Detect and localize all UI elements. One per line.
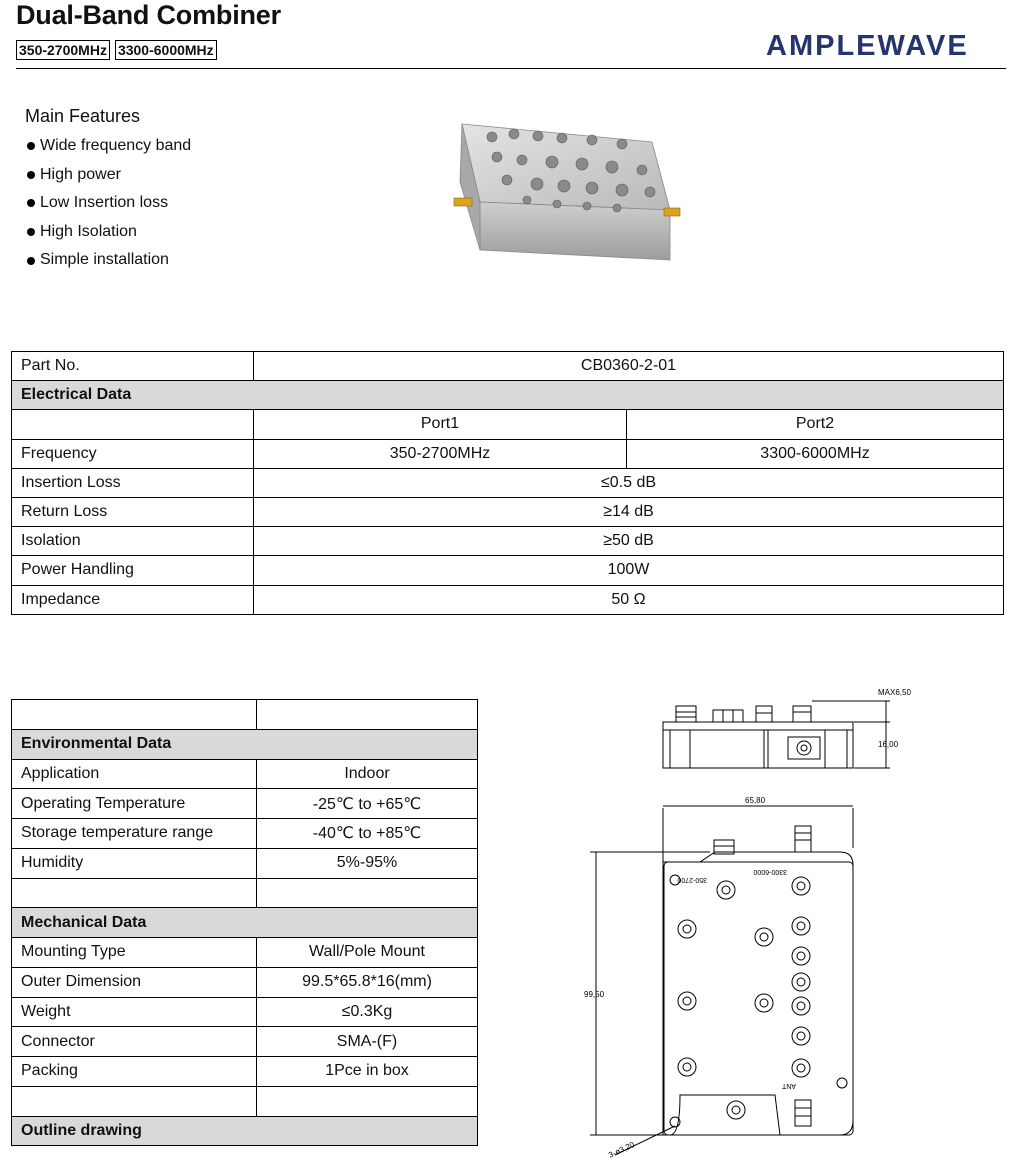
frequency-port2: 3300-6000MHz — [627, 439, 1004, 468]
page-title: Dual-Band Combiner — [16, 0, 281, 30]
spec-label: Humidity — [12, 848, 257, 878]
spec-label: Connector — [12, 1027, 257, 1057]
header-divider — [16, 68, 1006, 69]
spec-label: Mounting Type — [12, 938, 257, 968]
bullet-icon — [27, 228, 35, 236]
dim-width: 65,80 — [745, 796, 766, 805]
frequency-tags — [16, 40, 217, 60]
section-header — [12, 1116, 478, 1146]
table-row — [12, 997, 478, 1027]
section-header — [12, 381, 1004, 410]
port-label-1: 350-2700 — [677, 876, 707, 883]
port1-header: Port1 — [254, 410, 627, 439]
dim-length: 99,50 — [584, 990, 605, 999]
spec-value: 50 Ω — [254, 585, 1004, 614]
feature-item: High Isolation — [25, 218, 191, 247]
section-header — [12, 908, 478, 938]
bullet-icon — [27, 199, 35, 207]
spec-value: -25℃ to +65℃ — [257, 789, 478, 819]
part-number-label: Part No. — [12, 352, 254, 381]
spec-label: Operating Temperature — [12, 789, 257, 819]
dim-max: MAX6,50 — [878, 688, 911, 697]
spec-value: SMA-(F) — [257, 1027, 478, 1057]
feature-item: Simple installation — [25, 246, 191, 275]
spec-value: ≤0.5 dB — [254, 468, 1004, 497]
spec-value: ≥50 dB — [254, 527, 1004, 556]
table-row — [12, 700, 478, 730]
part-number-value: CB0360-2-01 — [254, 352, 1004, 381]
spec-value: 1Pce in box — [257, 1057, 478, 1087]
brand-logo: AMPLEWAVE — [766, 30, 969, 62]
spec-value: 99.5*65.8*16(mm) — [257, 967, 478, 997]
features-heading: Main Features — [25, 106, 141, 126]
port-label-2: 3300-6000 — [753, 868, 787, 875]
feature-item: Wide frequency band — [25, 132, 191, 161]
table-row — [12, 759, 478, 789]
spec-value: ≤0.3Kg — [257, 997, 478, 1027]
spec-value: 5%-95% — [257, 848, 478, 878]
frequency-port1: 350-2700MHz — [254, 439, 627, 468]
product-photo — [452, 112, 682, 262]
mechanical-section-title: Mechanical Data — [12, 908, 478, 938]
electrical-section-title: Electrical Data — [12, 381, 1004, 410]
spec-label: Packing — [12, 1057, 257, 1087]
main-features — [25, 106, 191, 275]
table-row — [12, 1027, 478, 1057]
table-row — [12, 556, 1004, 585]
table-row — [12, 1057, 478, 1087]
spec-value: 100W — [254, 556, 1004, 585]
environmental-section-title: Environmental Data — [12, 729, 478, 759]
table-row — [12, 938, 478, 968]
dim-height: 16,00 — [878, 740, 899, 749]
table-row — [12, 789, 478, 819]
spec-label: Storage temperature range — [12, 819, 257, 849]
table-row — [12, 848, 478, 878]
spec-label: Application — [12, 759, 257, 789]
spec-label: Return Loss — [12, 497, 254, 526]
outline-drawing — [570, 680, 1020, 1160]
section-header — [12, 729, 478, 759]
electrical-spec-table — [11, 351, 1004, 615]
table-row — [12, 410, 1004, 439]
outline-section-title: Outline drawing — [12, 1116, 478, 1146]
table-row — [12, 585, 1004, 614]
frequency-tag: 3300-6000MHz — [115, 40, 217, 60]
bullet-icon — [27, 142, 35, 150]
bullet-icon — [27, 257, 35, 265]
table-row — [12, 967, 478, 997]
feature-item: Low Insertion loss — [25, 189, 191, 218]
bullet-icon — [27, 171, 35, 179]
environmental-mechanical-table — [11, 699, 478, 1146]
spec-label: Isolation — [12, 527, 254, 556]
spec-label: Outer Dimension — [12, 967, 257, 997]
spec-value: Wall/Pole Mount — [257, 938, 478, 968]
spec-label: Power Handling — [12, 556, 254, 585]
table-row — [12, 497, 1004, 526]
table-row — [12, 352, 1004, 381]
port2-header: Port2 — [627, 410, 1004, 439]
table-row — [12, 468, 1004, 497]
frequency-label: Frequency — [12, 439, 254, 468]
spec-label: Insertion Loss — [12, 468, 254, 497]
table-row — [12, 1086, 478, 1116]
spec-value: ≥14 dB — [254, 497, 1004, 526]
spec-label: Impedance — [12, 585, 254, 614]
table-row — [12, 819, 478, 849]
table-row — [12, 439, 1004, 468]
spec-value: Indoor — [257, 759, 478, 789]
spec-value: -40℃ to +85℃ — [257, 819, 478, 849]
spec-label: Weight — [12, 997, 257, 1027]
table-row — [12, 878, 478, 908]
port-label-ant: ANT — [782, 1082, 796, 1089]
dim-holes: 3-ø3,20 — [607, 1140, 636, 1160]
feature-item: High power — [25, 161, 191, 190]
table-row — [12, 527, 1004, 556]
frequency-tag: 350-2700MHz — [16, 40, 110, 60]
